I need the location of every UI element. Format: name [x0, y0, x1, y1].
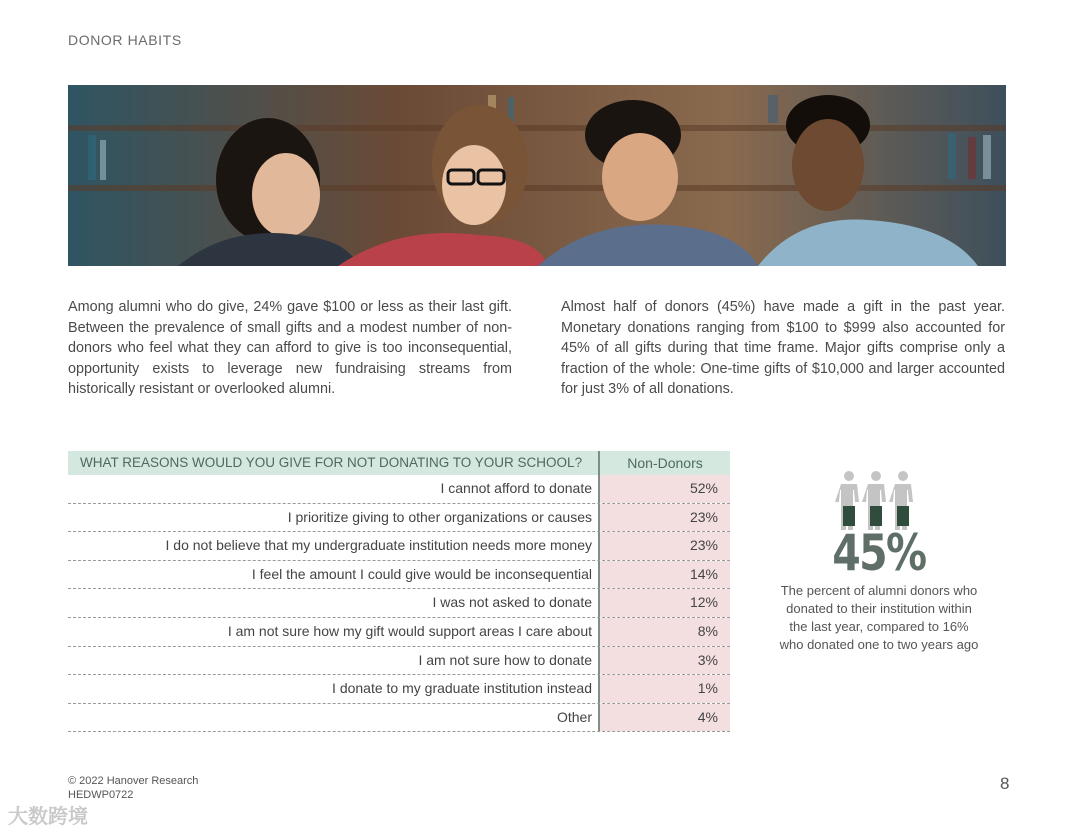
table-row: [68, 561, 730, 590]
column-header: Non-Donors: [627, 455, 703, 471]
row-value: 52%: [600, 475, 730, 503]
table-row: [68, 589, 730, 618]
table-row: [68, 475, 730, 504]
table-header: [68, 451, 730, 475]
row-reason: I feel the amount I could give would be inconsequential: [68, 561, 600, 589]
reasons-table: [68, 451, 730, 732]
table-row: [68, 532, 730, 561]
row-value: 14%: [600, 561, 730, 589]
students-photo: [68, 85, 1006, 266]
watermark: 大数跨境: [8, 806, 88, 828]
row-value: 3%: [600, 647, 730, 675]
table-row: [68, 704, 730, 733]
row-reason: I was not asked to donate: [68, 589, 600, 617]
table-row: [68, 647, 730, 676]
stat-callout: [779, 470, 979, 654]
row-value: 1%: [600, 675, 730, 703]
table-row: [68, 504, 730, 533]
table-question: WHAT REASONS WOULD YOU GIVE FOR NOT DONATING TO YOUR SCHOOL?: [68, 451, 600, 475]
copyright: © 2022 Hanover Research: [68, 775, 199, 787]
table-row: [68, 618, 730, 647]
row-value: 23%: [600, 532, 730, 560]
row-value: 8%: [600, 618, 730, 646]
stat-description: The percent of alumni donors who donated to their institution within the last year, compared to 16% who donated one to two years ago: [779, 583, 979, 652]
row-reason: I donate to my graduate institution instead: [68, 675, 600, 703]
row-reason: Other: [68, 704, 600, 732]
stat-value: 45%: [832, 524, 926, 582]
row-value: 12%: [600, 589, 730, 617]
row-reason: I am not sure how my gift would support areas I care about: [68, 618, 600, 646]
footer: [68, 774, 198, 802]
paragraph-left: Among alumni who do give, 24% gave $100 or less as their last gift. Between the prevalence of small gifts and a modest number of non-donors who feel what they can afford to give is too inconsequential, opportunity exists to leverage new fundraising streams from historically resistant or overlooked alumni.: [68, 299, 512, 398]
row-reason: I cannot afford to donate: [68, 475, 600, 503]
page-number: 8: [1000, 774, 1010, 793]
paragraph-right: Almost half of donors (45%) have made a gift in the past year. Monetary donations ranging from $100 to $999 also accounted for 45% of all gifts during that time frame. Major gifts comprise only a fraction of the whole: One-time gifts of $10,000 and larger accounted for just 3% of all donations.: [561, 299, 1005, 398]
row-value: 23%: [600, 504, 730, 532]
row-reason: I am not sure how to donate: [68, 647, 600, 675]
section-title: DONOR HABITS: [68, 32, 182, 48]
people-icon: [775, 470, 979, 530]
row-reason: I do not believe that my undergraduate institution needs more money: [68, 532, 600, 560]
table-row: [68, 675, 730, 704]
row-reason: I prioritize giving to other organizations or causes: [68, 504, 600, 532]
document-code: HEDWP0722: [68, 789, 134, 801]
row-value: 4%: [600, 704, 730, 732]
